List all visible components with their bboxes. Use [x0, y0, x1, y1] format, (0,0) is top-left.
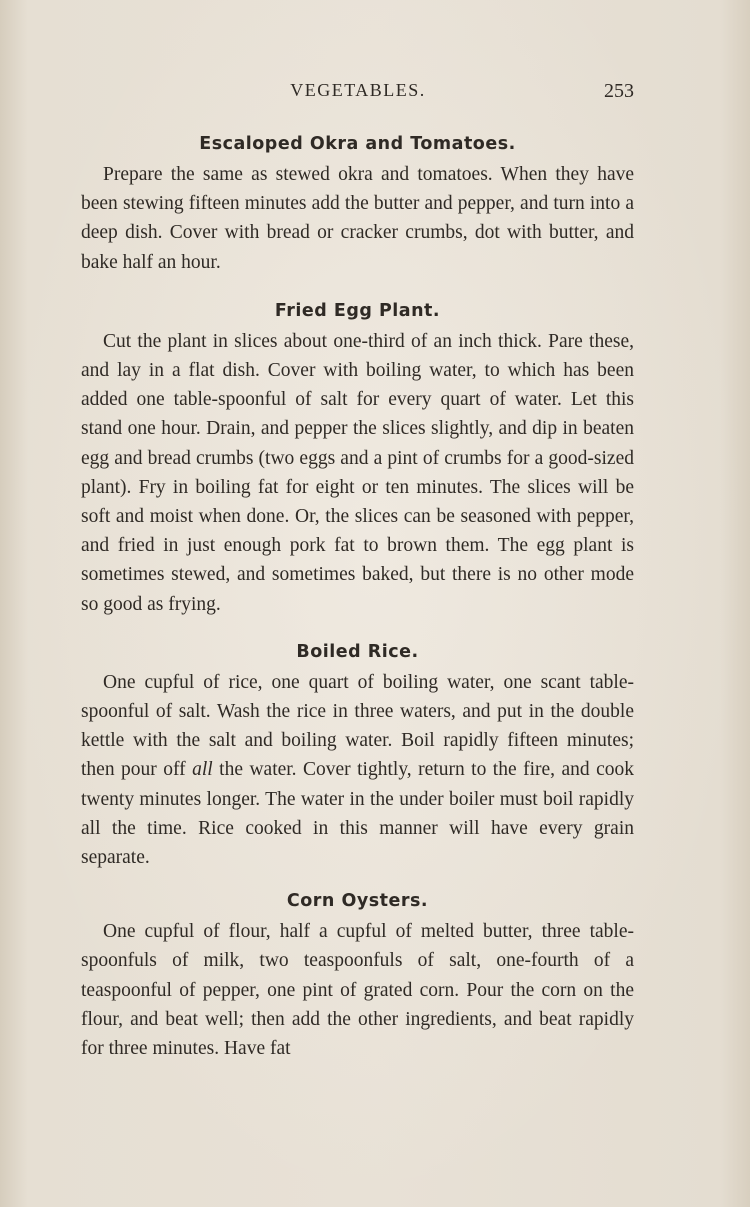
recipe-body-text: One cupful of rice, one quart of boiling water, one scant table-spoonful of salt. Wash the rice in three waters, and put in the double kettle with the salt and boiling water. Boil rapidly fifteen minutes; then pour off	[81, 671, 634, 781]
recipe-boiled-rice	[81, 636, 634, 872]
recipe-title: Fried Egg Plant.	[274, 300, 441, 321]
recipe-corn-oysters	[81, 885, 634, 1063]
recipe-body: Prepare the same as stewed okra and tomatoes. When they have been stewing fifteen minutes add the butter and pepper, and turn into a deep dish. Cover with bread or cracker crumbs, dot with butter, and bake half an hour.	[81, 164, 634, 273]
recipe-title: Corn Oysters.	[286, 891, 429, 912]
recipe-body-text: the water. Cover tightly, return to the fire, and cook twenty minutes longer. The water in the under boiler must boil rapidly all the time. Rice cooked in this manner will have every grain separate.	[81, 759, 635, 869]
recipe-body: Cut the plant in slices about one-third of an inch thick. Pare these, and lay in a flat dish. Cover with boiling water, to which has been added one table-spoonful of salt for every quart of water. Let this stand one hour. Drain, and pepper the slices slightly, and dip in beaten egg and bread crumbs (two eggs and a pint of crumbs for a good-sized plant). Fry in boiling fat for eight or ten minutes. The slices will be soft and moist when done. Or, the slices can be seasoned with pepper, and fried in just enough pork fat to brown them. The egg plant is sometimes stewed, and sometimes baked, but there is no other mode so good as frying.	[81, 330, 634, 615]
recipe-title: Boiled Rice.	[296, 641, 419, 662]
running-head	[82, 80, 634, 108]
page-number: 253	[604, 80, 634, 102]
recipe-fried-egg-plant	[81, 295, 634, 619]
recipe-body: One cupful of flour, half a cupful of melted butter, three table-spoonfuls of milk, two teaspoonfuls of salt, one-fourth of a teaspoonful of pepper, one pint of grated corn. Pour the corn on the flour, and beat well; then add the other ingredients, and beat rapidly for three minutes. Have fat	[81, 921, 634, 1060]
running-title: VEGETABLES.	[290, 80, 426, 100]
page-content	[81, 128, 634, 1063]
recipe-body	[81, 668, 634, 872]
recipe-title: Escaloped Okra and Tomatoes.	[199, 134, 516, 154]
recipe-body-emphasis: all	[192, 759, 213, 781]
recipe-escaloped-okra	[81, 128, 634, 277]
